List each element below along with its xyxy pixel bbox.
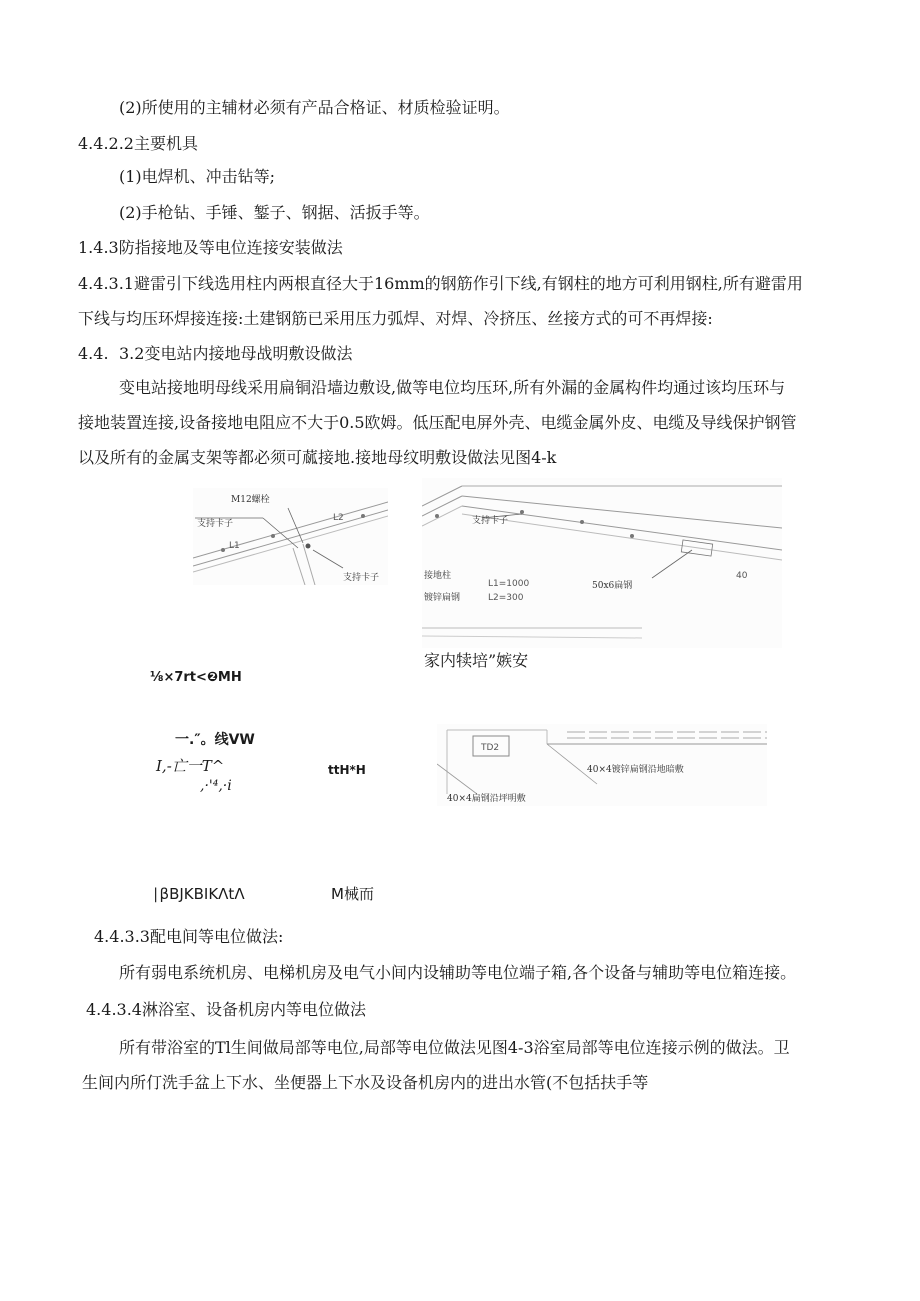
caption-right: 家内犊培”嫉安 [424, 651, 529, 670]
fig2-flat-label: 50x6扁钢 [592, 581, 633, 591]
heading-shower: 4.4.3.4淋浴室、设备机房内等电位做法 [86, 1000, 366, 1019]
figure-wall-corner [422, 478, 782, 648]
fig2-steel-label: 镀锌扁钢 [424, 593, 461, 603]
fig3-box-label: TD2 [481, 743, 500, 753]
garbled-caption-7: M械而 [331, 885, 374, 903]
fig1-bolt-label: M12螺栓 [231, 495, 270, 505]
fig1-clip-label-top: 支持卡子 [197, 519, 234, 529]
garbled-text-3: I,-亡一T^ [156, 757, 225, 775]
para-downlead-2: 下线与均压环焊接连接:土建钢筋已采用压力弧焊、对焊、冷挤压、丝接方式的可不再焊接: [78, 309, 713, 328]
fig1-l2-label: L2 [333, 513, 344, 523]
garbled-caption-6: ∣βBJKBIKΛtΛ [152, 885, 245, 903]
item-tools-1: (1)电焊机、冲击钻等; [119, 167, 276, 186]
garbled-text-4: ,·'⁴,·i [200, 778, 232, 794]
heading-main-tools: 4.4.2.2主要机具 [78, 134, 198, 153]
fig1-l1-label: L1 [229, 541, 240, 551]
garbled-caption-1: ⅛×7rt<❷MH [150, 670, 242, 685]
fig2-dim2-label: L2=300 [488, 593, 524, 603]
para-distribution: 所有弱电系统机房、电梯机房及电气小间内设辅助等电位端子箱,各个设备与辅助等电位箱连接。 [119, 963, 797, 982]
garbled-text-2: 一.″。线VW [175, 732, 255, 748]
garbled-text-5: ttH*H [328, 763, 366, 777]
heading-substation: 3.2变电站内接地母战明敷设做法 [119, 344, 353, 363]
item-tools-2: (2)手枪钻、手锤、錾子、钢据、活扳手等。 [119, 203, 430, 222]
item-materials-cert: (2)所使用的主辅材必须有产品合格证、材质检验证明。 [119, 98, 510, 117]
fig2-40-label: 40 [736, 571, 748, 581]
para-substation-2: 接地装置连接,设备接地电阻应不大于0.5欧姆。低压配电屏外壳、电缆金属外皮、电缆及导线保护钢管 [78, 413, 797, 432]
fig2-clip-label: 支持卡子 [472, 516, 509, 526]
para-substation-1: 变电站接地明母线采用扁铜沿墙边敷设,做等电位均压环,所有外漏的金属构件均通过该均压环与 [119, 378, 786, 397]
fig3-floor-label: 40×4扁钢沿坪明敷 [447, 794, 526, 804]
fig2-dim1-label: L1=1000 [488, 579, 530, 589]
para-downlead-1: 4.4.3.1避雷引下线选用柱内两根直径大于16mm的钢筋作引下线,有钢柱的地方可利用钢柱,所有避雷用 [78, 274, 803, 293]
fig2-column-label: 接地柱 [424, 571, 452, 581]
figure-floor-routing [437, 724, 767, 806]
heading-grounding: 1.4.3防指接地及等电位连接安装做法 [78, 238, 343, 257]
para-shower-2: 生间内所仃洗手盆上下水、坐便器上下水及设备机房内的进出水管(不包括扶手等 [82, 1073, 649, 1092]
heading-distribution: 4.4.3.3配电间等电位做法: [94, 927, 284, 946]
fig1-clip-label-bottom: 支持卡子 [343, 573, 380, 583]
fig3-wall-label: 40×4镀锌扁钢沿地暗敷 [587, 765, 684, 775]
para-shower-1: 所有带浴室的Tl生间做局部等电位,局部等电位做法见图4-3浴室局部等电位连接示例的做法。卫 [119, 1038, 790, 1057]
heading-substation-num: 4.4. [78, 344, 109, 363]
figure-column-clip [193, 488, 388, 585]
para-substation-3: 以及所有的金属支架等都必须可蓏接地.接地母纹明敷设做法见图4-k [78, 448, 557, 467]
